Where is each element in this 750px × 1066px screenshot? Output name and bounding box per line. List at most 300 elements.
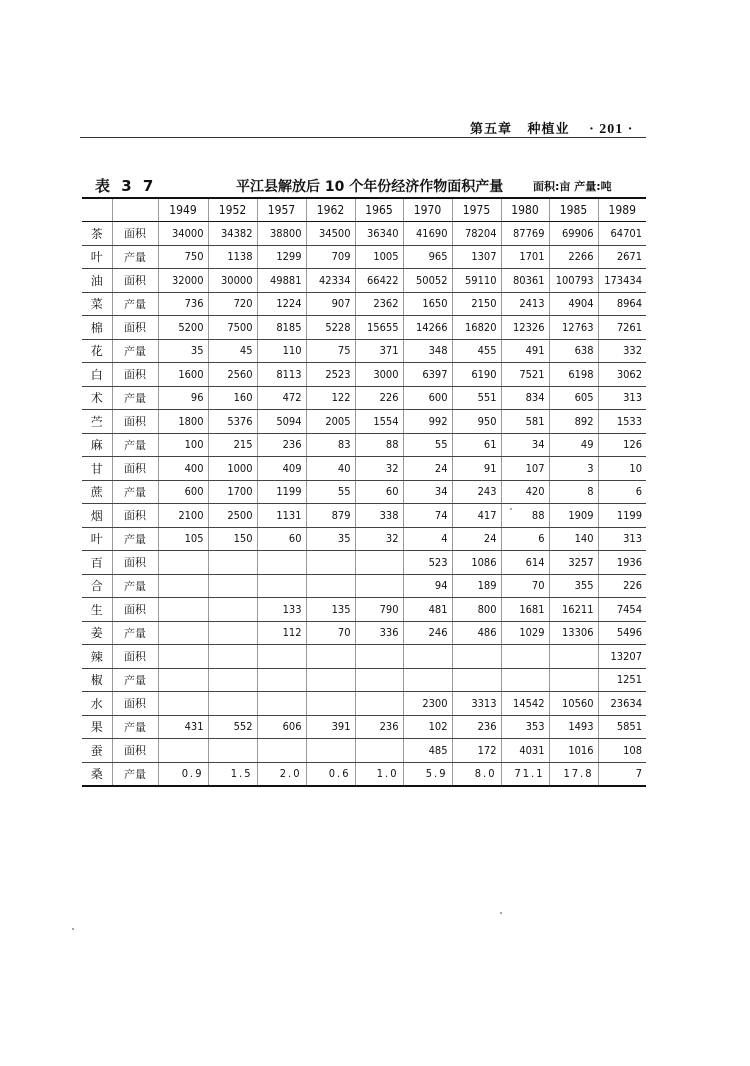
metric-cell: 产量 <box>112 480 158 504</box>
table-row <box>82 621 646 645</box>
value-cell: 69906 <box>549 222 598 246</box>
year-header: 1970 <box>403 198 452 222</box>
value-cell: 172 <box>452 739 501 763</box>
value-cell: 215 <box>208 433 257 457</box>
value-cell: 1800 <box>158 410 208 434</box>
crop-name-cell: 术 <box>82 386 112 410</box>
scan-speck <box>500 912 502 914</box>
crop-name-cell: 百 <box>82 551 112 575</box>
value-cell: 5376 <box>208 410 257 434</box>
value-cell <box>158 574 208 598</box>
value-cell: 1701 <box>501 245 549 269</box>
value-cell: 7500 <box>208 316 257 340</box>
value-cell <box>306 645 355 669</box>
value-cell: 371 <box>355 339 403 363</box>
crop-name-cell: 椒 <box>82 668 112 692</box>
value-cell: 606 <box>257 715 306 739</box>
crop-name-cell: 蚕 <box>82 739 112 763</box>
value-cell <box>306 551 355 575</box>
table-body <box>82 222 646 786</box>
crop-name-cell: 菜 <box>82 292 112 316</box>
value-cell: 1251 <box>598 668 646 692</box>
value-cell <box>355 645 403 669</box>
crop-name-cell: 烟 <box>82 504 112 528</box>
value-cell: 40 <box>306 457 355 481</box>
value-cell: 23634 <box>598 692 646 716</box>
year-header: 1985 <box>549 198 598 222</box>
value-cell: 3313 <box>452 692 501 716</box>
value-cell: 70 <box>501 574 549 598</box>
value-cell: 3 <box>549 457 598 481</box>
value-cell: 1224 <box>257 292 306 316</box>
value-cell: 614 <box>501 551 549 575</box>
table-units: 面积:亩 产量:吨 <box>533 180 612 193</box>
value-cell: 226 <box>355 386 403 410</box>
value-cell: 1650 <box>403 292 452 316</box>
value-cell <box>158 668 208 692</box>
value-cell: 1199 <box>257 480 306 504</box>
value-cell <box>257 739 306 763</box>
value-cell: 10 <box>598 457 646 481</box>
value-cell: 313 <box>598 386 646 410</box>
value-cell: 6397 <box>403 363 452 387</box>
crop-name-cell: 麻 <box>82 433 112 457</box>
value-cell: 417 <box>452 504 501 528</box>
value-cell: 17.8 <box>549 762 598 786</box>
value-cell: 50052 <box>403 269 452 293</box>
value-cell: 1005 <box>355 245 403 269</box>
header-row <box>82 198 646 222</box>
value-cell: 80361 <box>501 269 549 293</box>
value-cell <box>257 668 306 692</box>
value-cell <box>306 668 355 692</box>
value-cell <box>549 645 598 669</box>
value-cell: 409 <box>257 457 306 481</box>
value-cell: 0.9 <box>158 762 208 786</box>
value-cell: 391 <box>306 715 355 739</box>
crop-name-cell: 棉 <box>82 316 112 340</box>
value-cell <box>208 739 257 763</box>
crop-data-table <box>82 197 646 787</box>
value-cell: 1.0 <box>355 762 403 786</box>
value-cell: 348 <box>403 339 452 363</box>
value-cell: 30000 <box>208 269 257 293</box>
value-cell: 8113 <box>257 363 306 387</box>
value-cell: 3062 <box>598 363 646 387</box>
value-cell: 834 <box>501 386 549 410</box>
value-cell: 32000 <box>158 269 208 293</box>
metric-cell: 产量 <box>112 527 158 551</box>
value-cell: 720 <box>208 292 257 316</box>
value-cell: 13306 <box>549 621 598 645</box>
value-cell: 108 <box>598 739 646 763</box>
metric-cell: 面积 <box>112 363 158 387</box>
value-cell: 12763 <box>549 316 598 340</box>
year-header: 1952 <box>208 198 257 222</box>
value-cell: 14542 <box>501 692 549 716</box>
value-cell: 14266 <box>403 316 452 340</box>
value-cell: 2005 <box>306 410 355 434</box>
value-cell: 246 <box>403 621 452 645</box>
value-cell: 87769 <box>501 222 549 246</box>
table-row <box>82 762 646 786</box>
metric-cell: 产量 <box>112 386 158 410</box>
scan-speck <box>510 508 512 510</box>
value-cell <box>355 574 403 598</box>
value-cell: 236 <box>452 715 501 739</box>
value-cell: 5.9 <box>403 762 452 786</box>
table-row <box>82 292 646 316</box>
value-cell: 61 <box>452 433 501 457</box>
table-row <box>82 551 646 575</box>
value-cell: 24 <box>452 527 501 551</box>
value-cell: 1307 <box>452 245 501 269</box>
value-cell <box>257 574 306 598</box>
value-cell <box>208 551 257 575</box>
value-cell: 35 <box>158 339 208 363</box>
value-cell: 2300 <box>403 692 452 716</box>
metric-cell: 面积 <box>112 269 158 293</box>
value-cell: 34 <box>501 433 549 457</box>
metric-cell: 产量 <box>112 574 158 598</box>
value-cell: 8964 <box>598 292 646 316</box>
crop-name-cell: 桑 <box>82 762 112 786</box>
value-cell: 135 <box>306 598 355 622</box>
metric-cell: 产量 <box>112 245 158 269</box>
value-cell: 950 <box>452 410 501 434</box>
table-row <box>82 339 646 363</box>
value-cell: 75 <box>306 339 355 363</box>
value-cell <box>158 598 208 622</box>
value-cell: 1029 <box>501 621 549 645</box>
value-cell: 8.0 <box>452 762 501 786</box>
value-cell: 6198 <box>549 363 598 387</box>
value-cell: 600 <box>158 480 208 504</box>
value-cell: 88 <box>355 433 403 457</box>
year-header: 1957 <box>257 198 306 222</box>
crop-name-cell: 叶 <box>82 245 112 269</box>
value-cell: 3000 <box>355 363 403 387</box>
value-cell: 1299 <box>257 245 306 269</box>
table-row <box>82 668 646 692</box>
value-cell: 965 <box>403 245 452 269</box>
value-cell: 34 <box>403 480 452 504</box>
value-cell: 3257 <box>549 551 598 575</box>
value-cell: 992 <box>403 410 452 434</box>
value-cell: 35 <box>306 527 355 551</box>
value-cell: 1600 <box>158 363 208 387</box>
value-cell: 41690 <box>403 222 452 246</box>
value-cell: 78204 <box>452 222 501 246</box>
table-row <box>82 245 646 269</box>
value-cell: 1131 <box>257 504 306 528</box>
value-cell: 2362 <box>355 292 403 316</box>
value-cell: 34000 <box>158 222 208 246</box>
metric-cell: 产量 <box>112 621 158 645</box>
value-cell <box>355 692 403 716</box>
value-cell: 1086 <box>452 551 501 575</box>
value-cell: 16820 <box>452 316 501 340</box>
table-row <box>82 527 646 551</box>
value-cell: 133 <box>257 598 306 622</box>
value-cell: 1199 <box>598 504 646 528</box>
value-cell: 7 <box>598 762 646 786</box>
value-cell: 59110 <box>452 269 501 293</box>
value-cell: 236 <box>355 715 403 739</box>
value-cell: 91 <box>452 457 501 481</box>
table-row <box>82 386 646 410</box>
value-cell: 400 <box>158 457 208 481</box>
value-cell: 150 <box>208 527 257 551</box>
value-cell: 66422 <box>355 269 403 293</box>
value-cell: 1554 <box>355 410 403 434</box>
value-cell: 49881 <box>257 269 306 293</box>
value-cell: 605 <box>549 386 598 410</box>
value-cell: 879 <box>306 504 355 528</box>
metric-cell: 面积 <box>112 222 158 246</box>
value-cell: 236 <box>257 433 306 457</box>
metric-cell: 产量 <box>112 339 158 363</box>
value-cell: 600 <box>403 386 452 410</box>
value-cell: 2.0 <box>257 762 306 786</box>
value-cell <box>257 692 306 716</box>
metric-cell: 面积 <box>112 457 158 481</box>
crop-name-cell: 蔗 <box>82 480 112 504</box>
value-cell <box>208 668 257 692</box>
value-cell: 313 <box>598 527 646 551</box>
value-cell <box>403 645 452 669</box>
value-cell: 2500 <box>208 504 257 528</box>
header-corner-metric <box>112 198 158 222</box>
value-cell <box>158 551 208 575</box>
value-cell: 1493 <box>549 715 598 739</box>
value-cell: 907 <box>306 292 355 316</box>
value-cell: 122 <box>306 386 355 410</box>
value-cell: 10560 <box>549 692 598 716</box>
value-cell: 353 <box>501 715 549 739</box>
crop-name-cell: 辣 <box>82 645 112 669</box>
value-cell: 160 <box>208 386 257 410</box>
value-cell: 455 <box>452 339 501 363</box>
metric-cell: 面积 <box>112 739 158 763</box>
value-cell: 107 <box>501 457 549 481</box>
table-row <box>82 574 646 598</box>
value-cell: 24 <box>403 457 452 481</box>
value-cell <box>257 645 306 669</box>
value-cell: 100 <box>158 433 208 457</box>
scan-speck <box>72 928 74 930</box>
value-cell: 5228 <box>306 316 355 340</box>
value-cell <box>355 551 403 575</box>
metric-cell: 产量 <box>112 433 158 457</box>
crop-name-cell: 茶 <box>82 222 112 246</box>
value-cell: 5200 <box>158 316 208 340</box>
value-cell: 6 <box>501 527 549 551</box>
value-cell: 110 <box>257 339 306 363</box>
value-cell: 45 <box>208 339 257 363</box>
page-header <box>470 118 633 138</box>
value-cell: 74 <box>403 504 452 528</box>
value-cell <box>549 668 598 692</box>
value-cell <box>208 692 257 716</box>
value-cell: 226 <box>598 574 646 598</box>
crop-name-cell: 水 <box>82 692 112 716</box>
value-cell: 4904 <box>549 292 598 316</box>
section-label: 种植业 <box>527 122 570 137</box>
table-row <box>82 410 646 434</box>
value-cell: 2560 <box>208 363 257 387</box>
value-cell: 8185 <box>257 316 306 340</box>
value-cell: 15655 <box>355 316 403 340</box>
value-cell: 7454 <box>598 598 646 622</box>
value-cell: 34382 <box>208 222 257 246</box>
metric-cell: 产量 <box>112 292 158 316</box>
crop-name-cell: 油 <box>82 269 112 293</box>
value-cell <box>452 645 501 669</box>
value-cell: 42334 <box>306 269 355 293</box>
value-cell: 173434 <box>598 269 646 293</box>
table-title: 平江县解放后 10 个年份经济作物面积产量 <box>236 179 504 195</box>
table-row <box>82 692 646 716</box>
value-cell: 4031 <box>501 739 549 763</box>
value-cell: 486 <box>452 621 501 645</box>
value-cell: 551 <box>452 386 501 410</box>
metric-cell: 面积 <box>112 692 158 716</box>
value-cell <box>158 739 208 763</box>
value-cell: 790 <box>355 598 403 622</box>
page-number: · 201 · <box>589 122 634 137</box>
table-row <box>82 433 646 457</box>
value-cell: 1533 <box>598 410 646 434</box>
value-cell <box>452 668 501 692</box>
table-row <box>82 457 646 481</box>
crop-name-cell: 甘 <box>82 457 112 481</box>
value-cell: 2150 <box>452 292 501 316</box>
value-cell: 105 <box>158 527 208 551</box>
value-cell: 1681 <box>501 598 549 622</box>
crop-name-cell: 花 <box>82 339 112 363</box>
table-row <box>82 739 646 763</box>
value-cell: 2100 <box>158 504 208 528</box>
value-cell: 55 <box>306 480 355 504</box>
value-cell <box>158 645 208 669</box>
value-cell: 800 <box>452 598 501 622</box>
table-label: 表 3 7 <box>95 177 157 195</box>
value-cell: 709 <box>306 245 355 269</box>
value-cell: 6 <box>598 480 646 504</box>
value-cell: 523 <box>403 551 452 575</box>
table-row <box>82 598 646 622</box>
value-cell <box>355 739 403 763</box>
value-cell: 336 <box>355 621 403 645</box>
value-cell: 1016 <box>549 739 598 763</box>
value-cell: 2413 <box>501 292 549 316</box>
value-cell <box>208 574 257 598</box>
value-cell <box>355 668 403 692</box>
value-cell: 38800 <box>257 222 306 246</box>
chapter-label: 第五章 <box>470 122 513 137</box>
table-row <box>82 269 646 293</box>
value-cell: 1138 <box>208 245 257 269</box>
value-cell: 552 <box>208 715 257 739</box>
value-cell <box>257 551 306 575</box>
value-cell: 5094 <box>257 410 306 434</box>
value-cell: 34500 <box>306 222 355 246</box>
value-cell: 13207 <box>598 645 646 669</box>
table-row <box>82 480 646 504</box>
value-cell <box>306 739 355 763</box>
value-cell <box>158 692 208 716</box>
value-cell: 102 <box>403 715 452 739</box>
value-cell: 60 <box>355 480 403 504</box>
value-cell: 16211 <box>549 598 598 622</box>
metric-cell: 产量 <box>112 668 158 692</box>
value-cell: 2266 <box>549 245 598 269</box>
header-corner-crop <box>82 198 112 222</box>
value-cell: 2671 <box>598 245 646 269</box>
metric-cell: 面积 <box>112 504 158 528</box>
value-cell: 126 <box>598 433 646 457</box>
value-cell: 5496 <box>598 621 646 645</box>
value-cell: 0.6 <box>306 762 355 786</box>
value-cell: 1.5 <box>208 762 257 786</box>
value-cell: 355 <box>549 574 598 598</box>
value-cell: 750 <box>158 245 208 269</box>
year-header: 1962 <box>306 198 355 222</box>
table-row <box>82 363 646 387</box>
value-cell: 7261 <box>598 316 646 340</box>
metric-cell: 面积 <box>112 316 158 340</box>
value-cell: 64701 <box>598 222 646 246</box>
crop-name-cell: 生 <box>82 598 112 622</box>
value-cell: 96 <box>158 386 208 410</box>
value-cell <box>403 668 452 692</box>
crop-name-cell: 果 <box>82 715 112 739</box>
metric-cell: 产量 <box>112 762 158 786</box>
value-cell: 70 <box>306 621 355 645</box>
value-cell: 140 <box>549 527 598 551</box>
value-cell: 5851 <box>598 715 646 739</box>
value-cell: 6190 <box>452 363 501 387</box>
value-cell <box>158 621 208 645</box>
table-row <box>82 715 646 739</box>
value-cell: 2523 <box>306 363 355 387</box>
metric-cell: 面积 <box>112 410 158 434</box>
value-cell: 481 <box>403 598 452 622</box>
value-cell: 8 <box>549 480 598 504</box>
value-cell: 1936 <box>598 551 646 575</box>
value-cell: 112 <box>257 621 306 645</box>
table-row <box>82 645 646 669</box>
value-cell <box>501 668 549 692</box>
year-header: 1980 <box>501 198 549 222</box>
value-cell: 100793 <box>549 269 598 293</box>
value-cell: 88 <box>501 504 549 528</box>
value-cell <box>306 574 355 598</box>
value-cell: 736 <box>158 292 208 316</box>
value-cell: 472 <box>257 386 306 410</box>
metric-cell: 面积 <box>112 598 158 622</box>
value-cell: 7521 <box>501 363 549 387</box>
value-cell: 4 <box>403 527 452 551</box>
table-row <box>82 504 646 528</box>
value-cell: 332 <box>598 339 646 363</box>
value-cell: 32 <box>355 527 403 551</box>
metric-cell: 面积 <box>112 645 158 669</box>
metric-cell: 面积 <box>112 551 158 575</box>
value-cell <box>208 598 257 622</box>
value-cell: 1000 <box>208 457 257 481</box>
